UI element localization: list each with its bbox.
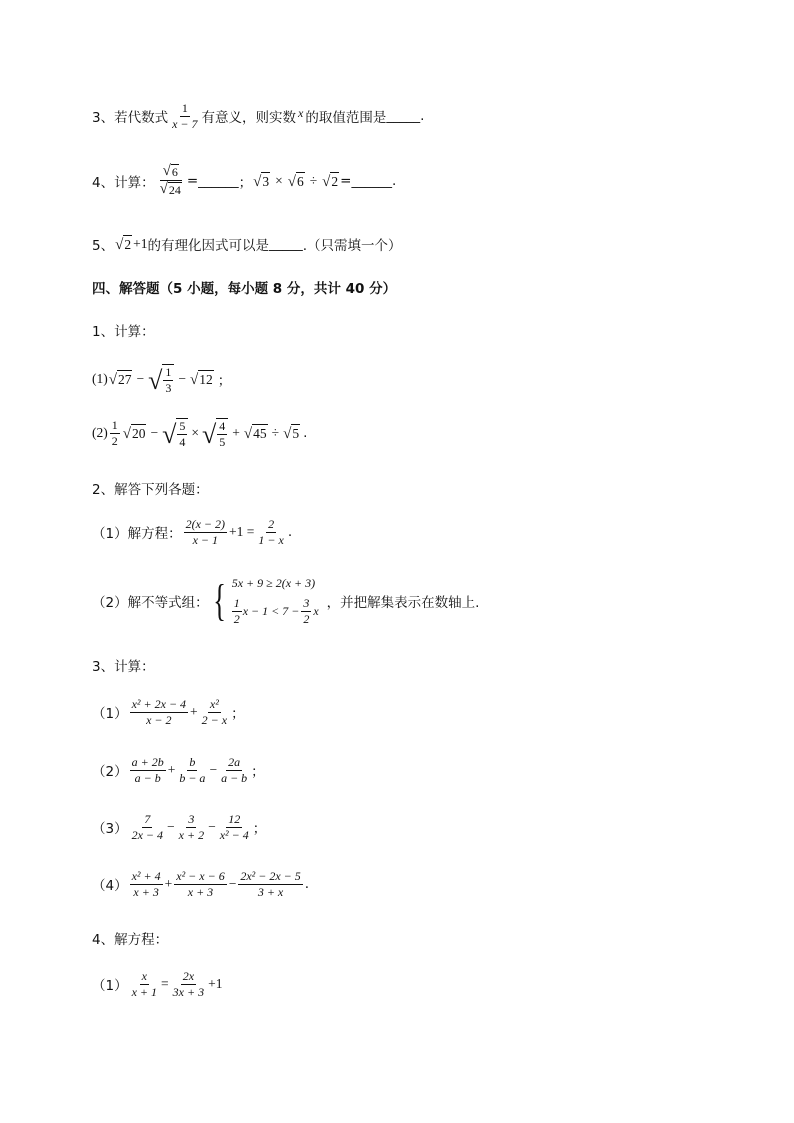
part-end: . [287,524,293,541]
question-text: 的取值范围是 [305,110,387,127]
part-end: . [303,425,308,442]
left-brace: { [212,575,226,625]
expression: +1 [208,976,223,992]
part-label: （2）解不等式组： [92,594,209,611]
sqrt: √ 3 [253,173,270,190]
question-number: 3、 [92,110,115,127]
minus-operator: − [150,425,159,441]
question-end: . [420,108,425,125]
fraction: $\frac{\text{2x² − 2x − 5}}{3 + x}$ [240,869,301,899]
inequality-2: $\frac{1}{2}$ x − 1 < 7 − $\frac{3}{2}$ x [233,596,319,626]
part-label: (2) [92,425,108,441]
times-operator: × [191,425,200,441]
part-label: (1) [92,371,108,387]
problem-2-part-1 [92,518,292,546]
sqrt: √ $\frac{5}{4}$ [162,418,188,448]
variable: x [298,105,304,120]
fraction: $\frac{1}{2}$ [111,418,118,448]
fraction-denominator [157,181,185,197]
sqrt: √ 45 [243,426,267,443]
problem-3-part-4 [92,870,309,898]
part-label: （2） [92,764,128,781]
sqrt: √ 6 [287,173,304,190]
separator: ； [238,174,253,191]
fraction: $\frac{\text{x² + 4}}{x + 3}$ [131,869,161,899]
sqrt: √ $\frac{1}{3}$ [148,364,174,394]
fraction: $\frac{b}{b - a}$ [179,755,206,785]
expression: +1 = [229,524,255,540]
question-end: .（只需填一个） [302,238,402,254]
sqrt: √ 12 [190,372,213,389]
sqrt: √ 2 [115,237,132,253]
times-operator: × [275,172,283,188]
part-label: （4） [92,878,128,895]
answer-blank: _____ [386,108,421,125]
question-text: 的有理化因式可以是 [147,238,269,254]
question-5 [92,234,402,254]
question-4 [92,164,396,197]
divide-operator: ÷ [271,425,280,441]
question-3 [92,102,424,130]
inequality-system [232,576,319,625]
fraction: $\frac{2(x - 2)}{x - 1}$ [185,517,226,547]
section-heading: 四、解答题（5 小题，每小题 8 分，共计 40 分） [92,281,397,297]
plus-operator: + [190,704,198,720]
sqrt: √ $\frac{4}{5}$ [202,418,228,448]
fraction: $\frac{x}{x + 1}$ [131,969,158,999]
problem-3-title: 3、计算： [92,659,155,675]
part-label: （1） [92,978,128,995]
fraction [157,164,185,197]
part-end: . [304,876,310,893]
problem-1-part-2 [92,418,307,448]
problem-3-part-3 [92,813,266,841]
minus-operator: − [136,371,145,387]
sqrt: √ 27 [108,372,132,389]
question-text: 若代数式 [114,110,169,127]
problem-4-title: 4、解方程： [92,932,169,948]
minus-operator: − [178,371,187,387]
part-label: （1）解方程： [92,526,182,543]
sqrt: √ 2 [322,173,339,190]
part-end: ； [231,706,245,723]
equals-sign: = [161,976,169,992]
fraction-numerator: 1 [181,101,188,115]
problem-2-part-2 [92,576,479,625]
fraction: $\frac{2}{1 - x}$ [258,517,284,547]
problem-3-part-1 [92,698,245,726]
fraction: $\frac{12}{\text{x² − 4}}$ [219,812,249,842]
answer-blank: _____ [268,236,303,252]
fraction: $\frac{\text{x²}}{2 - x}$ [201,697,228,727]
question-number: 5、 [92,238,115,254]
question-number: 4、 [92,174,115,191]
problem-1-part-1 [92,364,231,394]
sqrt: √ 24 [159,181,181,198]
divide-operator: ÷ [309,172,318,188]
sqrt: √ 5 [283,426,300,443]
question-text: 有意义，则实数 [201,110,297,127]
sqrt: √ 6 [162,163,178,180]
plus-operator: + [232,425,240,441]
problem-2-title: 2、解答下列各题： [92,482,209,498]
answer-blank: =______ [186,172,239,189]
fraction: $\frac{a + 2b}{a - b}$ [131,755,164,785]
problem-1-title: 1、计算： [92,324,155,340]
minus-operator: − [209,762,218,778]
question-text: 计算： [114,174,155,191]
fraction [170,102,199,130]
fraction: $\frac{2a}{a - b}$ [221,755,248,785]
fraction: $\frac{\text{x² + 2x − 4}}{x - 2}$ [131,697,187,727]
problem-3-part-2 [92,756,265,784]
fraction-numerator [160,164,182,181]
part-end: ； [252,821,267,838]
inequality-1: 5x + 9 ≥ 2(x + 3) [231,576,316,590]
fraction-denominator: x − 7 [172,116,198,131]
part-label: （3） [92,821,128,838]
minus-operator: − [167,819,175,835]
minus-operator: − [208,819,216,835]
sqrt: √ 20 [122,426,146,443]
fraction: $\frac{2x}{3x + 3}$ [172,969,205,999]
fraction: $\frac{7}{2x - 4}$ [131,812,164,842]
plus-operator: + [164,876,173,892]
part-end: ； [217,373,232,390]
answer-blank: =______. [340,172,397,189]
part-end: ，并把解集表示在数轴上. [326,594,480,611]
fraction: $\frac{\text{x² − x − 6}}{x + 3}$ [176,869,225,899]
fraction: $\frac{3}{x + 2}$ [178,812,205,842]
part-label: （1） [92,706,128,723]
minus-operator: − [228,876,237,892]
plus-operator: + [167,762,176,778]
part-end: ； [251,764,265,781]
expression: +1 [133,236,148,251]
problem-4-part-1 [92,970,222,998]
